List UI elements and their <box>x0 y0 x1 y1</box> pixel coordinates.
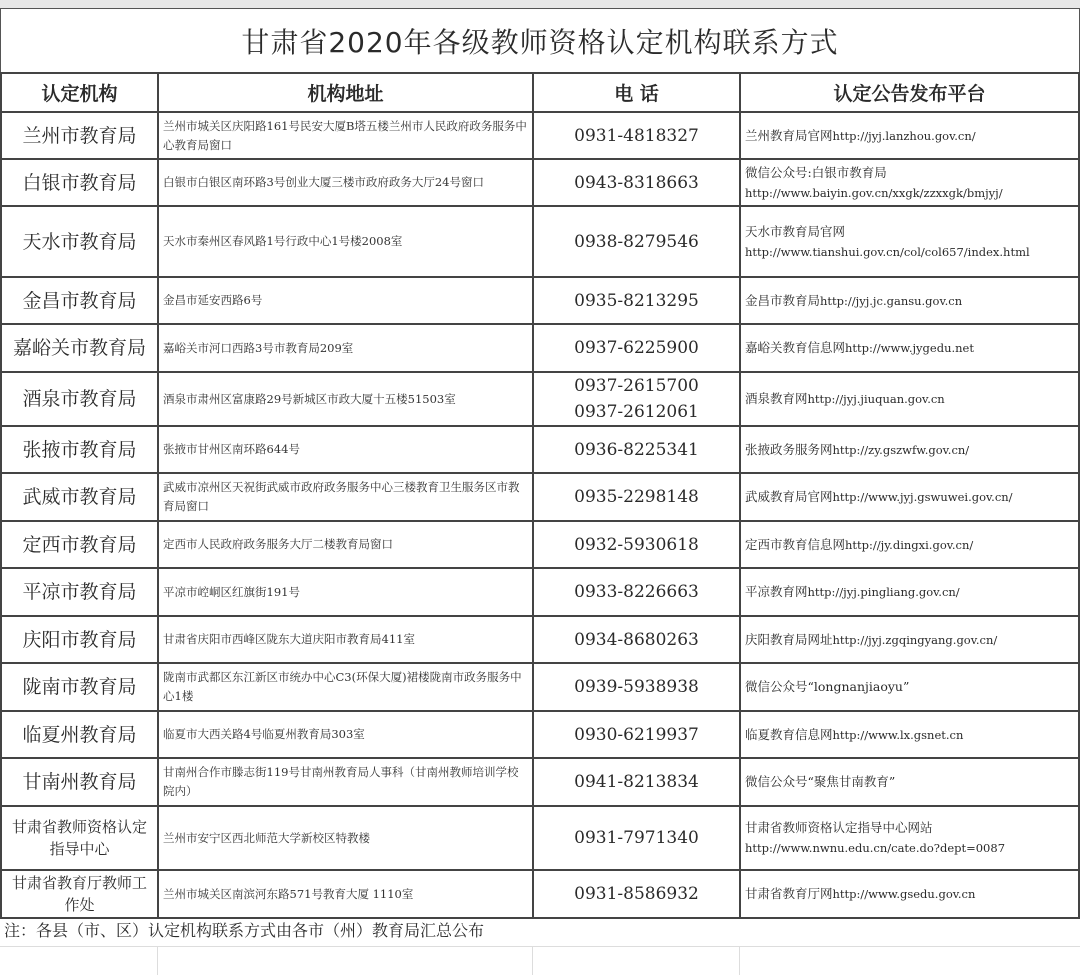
phone-primary: 0937-6225900 <box>574 338 699 358</box>
org-phone <box>533 758 740 806</box>
platform-name: 定西市教育信息网 <box>745 536 846 552</box>
platform-name: 微信公众号“聚焦甘南教育” <box>745 774 896 789</box>
org-address: 兰州市城关区庆阳路161号民安大厦B塔五楼兰州市人民政府政务服务中心教育局窗口 <box>158 112 533 159</box>
org-phone <box>533 277 740 324</box>
phone-primary: 0938-8279546 <box>574 231 699 252</box>
org-address: 兰州市安宁区西北师范大学新校区特教楼 <box>158 806 533 870</box>
org-name: 甘南州教育局 <box>1 758 158 806</box>
platform-name: 平凉教育网 <box>745 584 808 599</box>
org-name: 武威市教育局 <box>1 473 158 521</box>
table-row <box>1 616 1079 663</box>
announcement-platform <box>740 112 1079 159</box>
platform-url-link[interactable]: http://jyj.zgqingyang.gov.cn/ <box>832 632 998 647</box>
org-address: 金昌市延安西路6号 <box>158 277 533 324</box>
announcement-platform <box>740 324 1079 372</box>
announcement-platform <box>740 870 1079 918</box>
org-phone <box>533 324 740 372</box>
platform-url-link[interactable]: http://www.lx.gsnet.cn <box>832 727 964 742</box>
announcement-platform <box>740 663 1079 711</box>
page-title: 甘肃省2020年各级教师资格认定机构联系方式 <box>0 8 1080 73</box>
org-name: 酒泉市教育局 <box>1 372 158 426</box>
table-row <box>1 521 1079 568</box>
org-address: 张掖市甘州区南环路644号 <box>158 426 533 473</box>
platform-name: 嘉峪关教育信息网 <box>745 340 846 355</box>
table-row <box>1 112 1079 159</box>
platform-url-link[interactable]: http://www.baiyin.gov.cn/xxgk/zzxxgk/bmjyj/ <box>745 185 1003 200</box>
phone-secondary: 0937-2612061 <box>574 402 699 422</box>
platform-name: 武威教育局官网 <box>745 489 833 504</box>
phone-primary: 0931-7971340 <box>574 828 699 848</box>
contact-table <box>0 72 1080 919</box>
org-name: 白银市教育局 <box>1 159 158 206</box>
header-phone: 电 话 <box>533 73 740 112</box>
table-row <box>1 568 1079 616</box>
announcement-platform <box>740 758 1079 806</box>
phone-primary: 0943-8318663 <box>574 172 699 193</box>
table-row <box>1 663 1079 711</box>
platform-name: 金昌市教育局 <box>745 292 821 308</box>
org-name: 陇南市教育局 <box>1 663 158 711</box>
announcement-platform <box>740 277 1079 324</box>
platform-url-link[interactable]: http://www.jygedu.net <box>845 341 974 355</box>
phone-primary: 0931-8586932 <box>574 884 699 904</box>
org-address: 酒泉市肃州区富康路29号新城区市政大厦十五楼51503室 <box>158 372 533 426</box>
org-address: 嘉峪关市河口西路3号市教育局209室 <box>158 324 533 372</box>
phone-primary: 0937-2615700 <box>574 376 699 396</box>
header-address: 机构地址 <box>158 73 533 112</box>
table-row <box>1 206 1079 277</box>
table-row <box>1 159 1079 206</box>
table-row <box>1 806 1079 870</box>
platform-name: 兰州教育局官网 <box>745 127 833 143</box>
org-address: 临夏市大西关路4号临夏州教育局303室 <box>158 711 533 758</box>
platform-name: 庆阳教育局网址 <box>745 631 833 647</box>
platform-name: 张掖政务服务网 <box>745 441 833 457</box>
org-name: 金昌市教育局 <box>1 277 158 324</box>
platform-url-link[interactable]: http://jyj.jc.gansu.gov.cn <box>820 293 963 308</box>
org-phone <box>533 112 740 159</box>
announcement-platform <box>740 159 1079 206</box>
platform-name: 甘肃省教育厅网 <box>745 886 833 901</box>
platform-name: 甘肃省教师资格认定指导中心网站 <box>745 820 933 835</box>
top-edge <box>0 0 1080 8</box>
platform-url-link[interactable]: http://www.nwnu.edu.cn/cate.do?dept=0087 <box>745 841 1006 855</box>
phone-primary: 0933-8226663 <box>574 582 699 602</box>
table-body <box>1 112 1079 918</box>
org-address: 白银市白银区南环路3号创业大厦三楼市政府政务大厅24号窗口 <box>158 159 533 206</box>
org-phone <box>533 663 740 711</box>
phone-primary: 0930-6219937 <box>574 724 699 745</box>
phone-primary: 0931-4818327 <box>574 125 699 146</box>
announcement-platform <box>740 568 1079 616</box>
org-name: 张掖市教育局 <box>1 426 158 473</box>
header-org: 认定机构 <box>1 73 158 112</box>
platform-url-link[interactable]: http://zy.gszwfw.gov.cn/ <box>832 442 970 457</box>
org-address: 天水市秦州区春风路1号行政中心1号楼2008室 <box>158 206 533 277</box>
org-address: 武威市凉州区天祝街武威市政府政务服务中心三楼教育卫生服务区市教育局窗口 <box>158 473 533 521</box>
org-address: 兰州市城关区南滨河东路571号教育大厦 1110室 <box>158 870 533 918</box>
platform-name: 临夏教育信息网 <box>745 726 833 742</box>
org-phone <box>533 711 740 758</box>
phone-primary: 0936-8225341 <box>574 439 699 460</box>
org-name: 甘肃省教育厅教师工作处 <box>1 870 158 918</box>
grid-line <box>739 947 740 975</box>
org-name: 天水市教育局 <box>1 206 158 277</box>
grid-line <box>157 947 158 975</box>
org-address: 甘南州合作市滕志街119号甘南州教育局人事科（甘南州教师培训学校院内） <box>158 758 533 806</box>
phone-primary: 0935-2298148 <box>574 487 699 507</box>
announcement-platform <box>740 521 1079 568</box>
org-address: 平凉市崆峒区红旗街191号 <box>158 568 533 616</box>
org-name: 庆阳市教育局 <box>1 616 158 663</box>
org-phone <box>533 616 740 663</box>
header-platform: 认定公告发布平台 <box>740 73 1079 112</box>
org-phone <box>533 372 740 426</box>
org-address: 定西市人民政府政务服务大厅二楼教育局窗口 <box>158 521 533 568</box>
org-phone <box>533 870 740 918</box>
grid-line <box>532 947 533 975</box>
org-address: 甘肃省庆阳市西峰区陇东大道庆阳市教育局411室 <box>158 616 533 663</box>
platform-name: 酒泉教育网 <box>745 391 808 406</box>
table-row <box>1 324 1079 372</box>
org-name: 嘉峪关市教育局 <box>1 324 158 372</box>
platform-url-link[interactable]: http://www.jyj.gswuwei.gov.cn/ <box>832 490 1013 504</box>
org-phone <box>533 159 740 206</box>
table-row <box>1 870 1079 918</box>
table-row <box>1 473 1079 521</box>
platform-url-link[interactable]: http://jyj.lanzhou.gov.cn/ <box>832 128 976 143</box>
announcement-platform <box>740 473 1079 521</box>
table-row <box>1 758 1079 806</box>
table-header-row <box>1 73 1079 112</box>
org-name: 甘肃省教师资格认定指导中心 <box>1 806 158 870</box>
announcement-platform <box>740 806 1079 870</box>
org-phone <box>533 206 740 277</box>
org-phone <box>533 426 740 473</box>
footnote: 注：各县（市、区）认定机构联系方式由各市（州）教育局汇总公布 <box>4 920 485 940</box>
platform-url-link[interactable]: http://www.gsedu.gov.cn <box>832 887 976 901</box>
platform-name: 微信公众号“longnanjiaoyu” <box>745 679 910 694</box>
table-row <box>1 277 1079 324</box>
phone-primary: 0935-8213295 <box>574 290 699 311</box>
platform-name: 微信公众号:白银市教育局 <box>745 164 887 180</box>
org-phone <box>533 568 740 616</box>
phone-primary: 0941-8213834 <box>574 772 699 792</box>
platform-url-link[interactable]: http://jy.dingxi.gov.cn/ <box>845 537 974 552</box>
empty-row <box>0 946 1080 975</box>
org-phone <box>533 473 740 521</box>
announcement-platform <box>740 616 1079 663</box>
org-address: 陇南市武都区东江新区市统办中心C3(环保大厦)裙楼陇南市政务服务中心1楼 <box>158 663 533 711</box>
platform-name: 天水市教育局官网 <box>745 223 846 239</box>
org-name: 临夏州教育局 <box>1 711 158 758</box>
phone-primary: 0934-8680263 <box>574 629 699 650</box>
table-row <box>1 372 1079 426</box>
org-phone <box>533 521 740 568</box>
announcement-platform <box>740 426 1079 473</box>
announcement-platform <box>740 711 1079 758</box>
announcement-platform <box>740 206 1079 277</box>
platform-url-link[interactable]: http://www.tianshui.gov.cn/col/col657/index.html <box>745 244 1030 259</box>
org-name: 平凉市教育局 <box>1 568 158 616</box>
platform-url-link[interactable]: http://jyj.jiuquan.gov.cn <box>807 392 945 406</box>
platform-url-link[interactable]: http://jyj.pingliang.gov.cn/ <box>807 585 960 599</box>
announcement-platform <box>740 372 1079 426</box>
org-phone <box>533 806 740 870</box>
phone-primary: 0932-5930618 <box>574 534 699 555</box>
phone-primary: 0939-5938938 <box>574 677 699 697</box>
org-name: 兰州市教育局 <box>1 112 158 159</box>
table-row <box>1 711 1079 758</box>
table-row <box>1 426 1079 473</box>
org-name: 定西市教育局 <box>1 521 158 568</box>
